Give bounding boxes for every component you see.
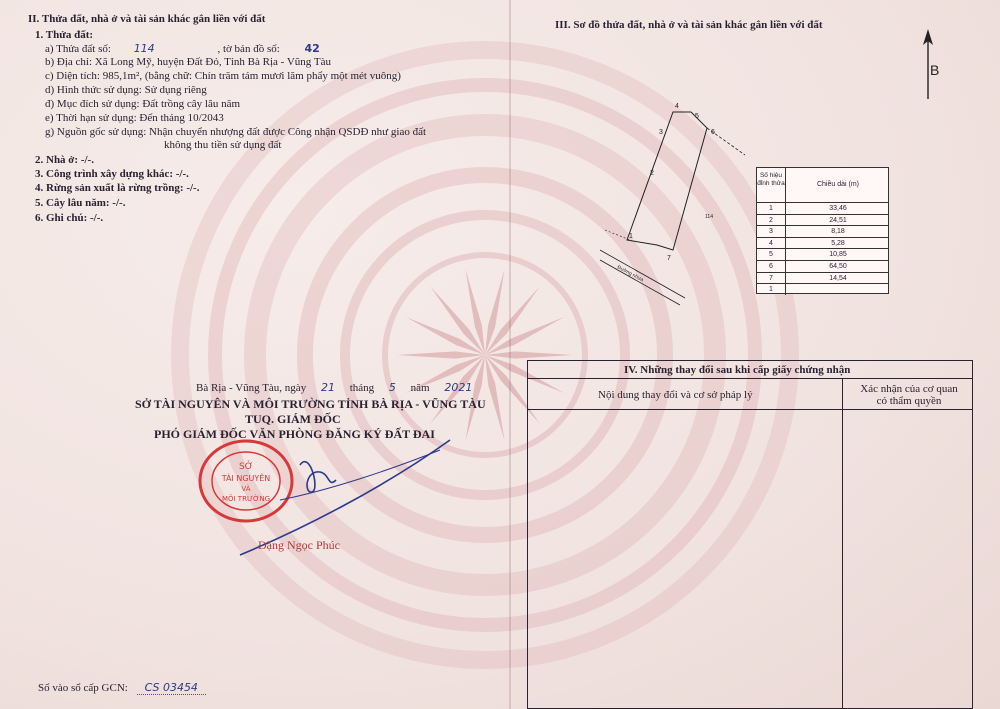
- item-1: 1. Thửa đất:: [35, 29, 94, 41]
- origin-line-1: g) Nguồn gốc sử dụng: Nhận chuyển nhượng đất được Công nhận QSDĐ như giao đất: [45, 126, 427, 138]
- usage-form-line: d) Hình thức sử dụng: Sử dụng riêng: [45, 84, 207, 96]
- issue-date-line: Bà Rịa - Vũng Tàu, ngày 21 tháng 5 năm 2021: [196, 381, 473, 394]
- parcel-sketch: [595, 100, 755, 310]
- north-arrow-icon: [915, 27, 945, 102]
- usage-term-line: e) Thời hạn sử dụng: Đến tháng 10/2043: [45, 112, 224, 124]
- item-2: 2. Nhà ở: -/-.: [35, 154, 94, 166]
- item-6: 6. Ghi chú: -/-.: [35, 212, 104, 224]
- svg-text:6: 6: [711, 129, 715, 136]
- usage-purpose-line: đ) Mục đích sử dụng: Đất trồng cây lâu năm: [45, 98, 241, 110]
- segment-row: 1: [757, 283, 888, 295]
- segment-row: 1 33,46: [757, 202, 888, 214]
- signer-name: Đặng Ngọc Phúc: [258, 538, 340, 552]
- deputy-title: PHÓ GIÁM ĐỐC VĂN PHÒNG ĐĂNG KÝ ĐẤT ĐAI: [154, 427, 435, 441]
- svg-text:7: 7: [667, 255, 671, 262]
- item-5: 5. Cây lâu năm: -/-.: [35, 197, 126, 209]
- segment-row: 2 24,51: [757, 214, 888, 226]
- segment-row: 6 64,50: [757, 260, 888, 272]
- svg-text:3: 3: [659, 129, 663, 136]
- section-iii-title: III. Sơ đồ thửa đất, nhà ở và tài sản khác gắn liền với đất: [555, 19, 823, 31]
- item-4: 4. Rừng sản xuất là rừng trồng: -/-.: [35, 182, 200, 194]
- map-sheet-number: 42: [304, 42, 320, 55]
- origin-line-2: không thu tiền sử dụng đất: [164, 139, 282, 151]
- changes-table: [527, 360, 973, 709]
- svg-text:4: 4: [675, 103, 679, 110]
- changes-title: IV. Những thay đổi sau khi cấp giấy chứng nhận: [528, 361, 972, 379]
- svg-text:SỞ: SỞ: [239, 462, 253, 472]
- drum-star-ray: [397, 351, 485, 358]
- authorization-title: TUQ. GIÁM ĐỐC: [245, 412, 341, 426]
- segment-length-table: Số hiệu đỉnh thửa Chiều dài (m) 1 33,46 2 24,51 3 8,18 4 5,28 5 10,85 6 64,50 7 14,54 1: [756, 167, 889, 294]
- svg-text:2: 2: [650, 170, 654, 177]
- column-confirm-header: Xác nhận của cơ quan có thẩm quyền: [860, 383, 958, 407]
- drum-star-ray: [485, 351, 573, 358]
- svg-text:1: 1: [629, 233, 633, 240]
- svg-text:TÀI NGUYÊN: TÀI NGUYÊN: [221, 474, 271, 483]
- north-label: B: [930, 62, 940, 78]
- column-content-header: Nội dung thay đổi và cơ sở pháp lý: [598, 389, 753, 401]
- segment-row: 3 8,18: [757, 225, 888, 237]
- registry-book-line: Số vào sổ cấp GCN: CS 03454: [38, 681, 206, 694]
- agency-name: SỞ TÀI NGUYÊN VÀ MÔI TRƯỜNG TỈNH BÀ RỊA - VŨNG TÀU: [135, 397, 486, 411]
- svg-text:5: 5: [695, 113, 699, 120]
- area-line: c) Diện tích: 985,1m², (bằng chữ: Chín trăm tám mươi lăm phẩy một mét vuông): [45, 70, 401, 82]
- segment-row: 7 14,54: [757, 272, 888, 284]
- svg-text:Đường nhựa: Đường nhựa: [616, 264, 645, 284]
- fold-line: [509, 0, 511, 709]
- address-line: b) Địa chỉ: Xã Long Mỹ, huyện Đất Đỏ, Tỉnh Bà Rịa - Vũng Tàu: [45, 56, 331, 68]
- parcel-line: a) Thửa đất số: 114 , tờ bản đồ số: 42: [45, 42, 320, 55]
- segment-row: 5 10,85: [757, 248, 888, 260]
- svg-text:114: 114: [705, 214, 713, 220]
- item-3: 3. Công trình xây dựng khác: -/-.: [35, 168, 189, 180]
- registry-number: CS 03454: [137, 681, 206, 695]
- segment-row: 4 5,28: [757, 237, 888, 249]
- svg-text:VÀ: VÀ: [241, 485, 251, 493]
- parcel-number: 114: [133, 42, 155, 55]
- section-ii-title: II. Thửa đất, nhà ở và tài sản khác gắn liền với đất: [28, 13, 266, 25]
- svg-text:MÔI TRƯỜNG: MÔI TRƯỜNG: [221, 495, 271, 503]
